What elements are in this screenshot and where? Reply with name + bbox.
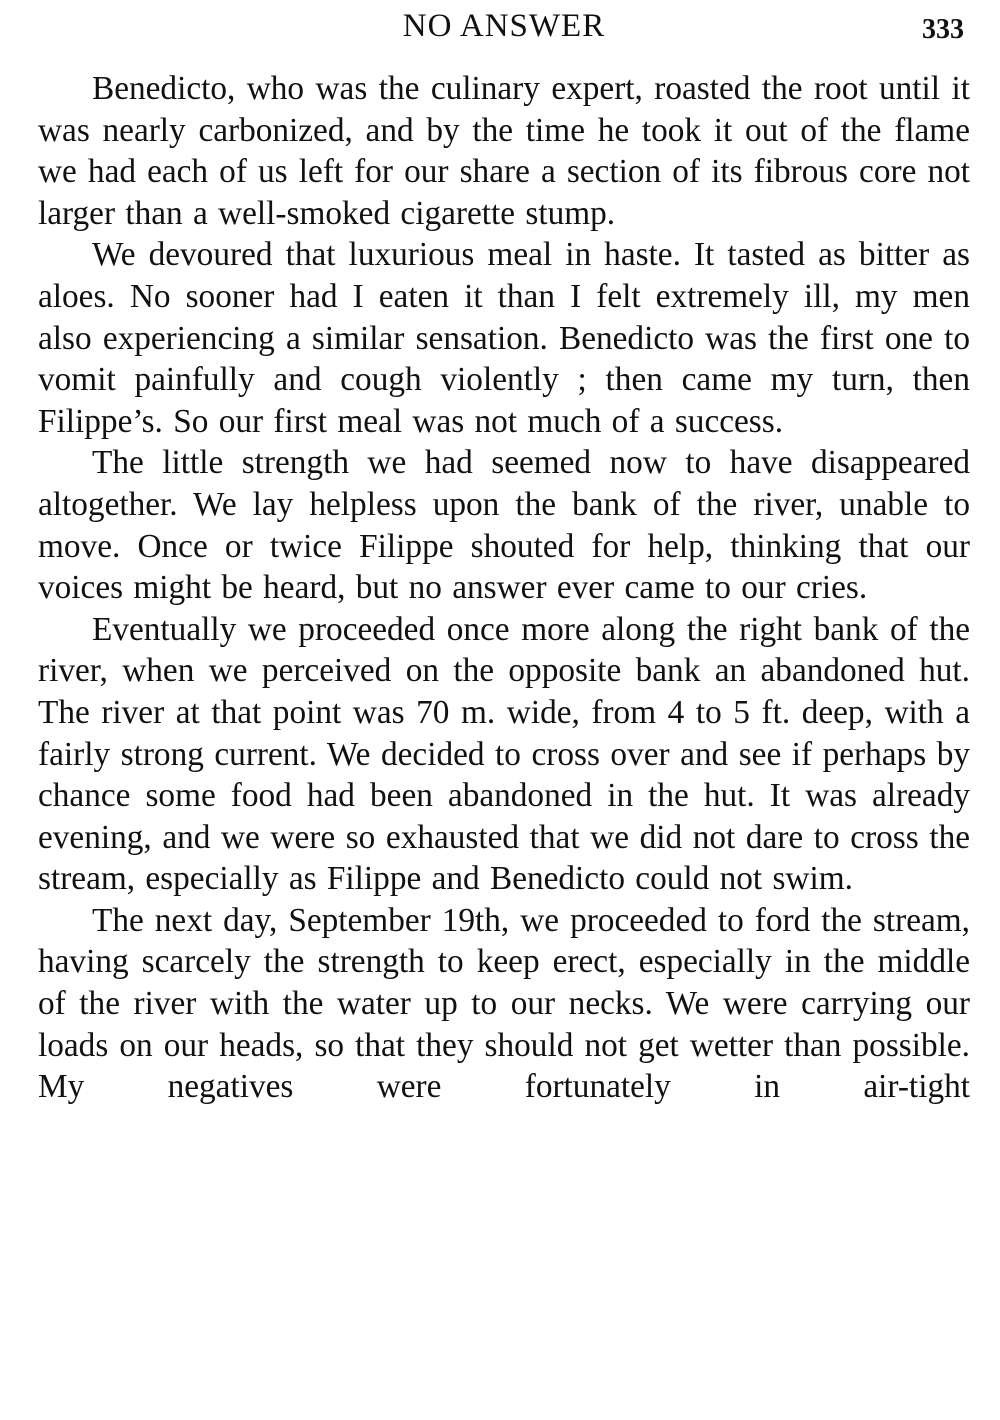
body-text	[38, 68, 970, 1108]
paragraph-strength-disappeared: The little strength we had seemed now to have disappeared altogether. We lay helpless upon the bank of the river, unable to move. Once or twice Filippe shouted for help, thinking that our voices might be heard, but no answer ever came to our cries.	[38, 444, 970, 607]
paragraph-roasted-root: Benedicto, who was the culinary expert, roasted the root until it was nearly carbonized, and by the time he took it out of the flame we had each of us left for our share a section of its fibrous core not larger than a well-smoked cigarette stump.	[38, 70, 970, 232]
running-title: NO ANSWER	[402, 8, 606, 44]
page-number: 333	[922, 14, 964, 45]
paragraph-bitter-meal: We devoured that luxurious meal in haste. It tasted as bitter as aloes. No sooner had I eaten it than I felt extremely ill, my men also experiencing a similar sensation. Benedicto was the first one to vomit painfully and cough violently ; then came my turn, then Filippe’s. So our first meal was not much of a success.	[38, 236, 970, 440]
paragraph-abandoned-hut: Eventually we proceeded once more along the right bank of the river, when we perceived on the opposite bank an abandoned hut. The river at that point was 70 m. wide, from 4 to 5 ft. deep, with a fairly strong current. We decided to cross over and see if perhaps by chance some food had been abandoned in the hut. It was already evening, and we were so exhausted that we did not dare to cross the stream, especially as Filippe and Benedicto could not swim.	[38, 610, 970, 898]
paragraph-ford-stream: The next day, September 19th, we proceeded to ford the stream, having scarcely the strength to keep erect, especially in the middle of the river with the water up to our necks. We were carrying our loads on our heads, so that they should not get wetter than possible. My negatives were fortunately in air-tight	[38, 901, 970, 1106]
running-head	[36, 0, 972, 54]
book-page	[36, 0, 972, 1420]
